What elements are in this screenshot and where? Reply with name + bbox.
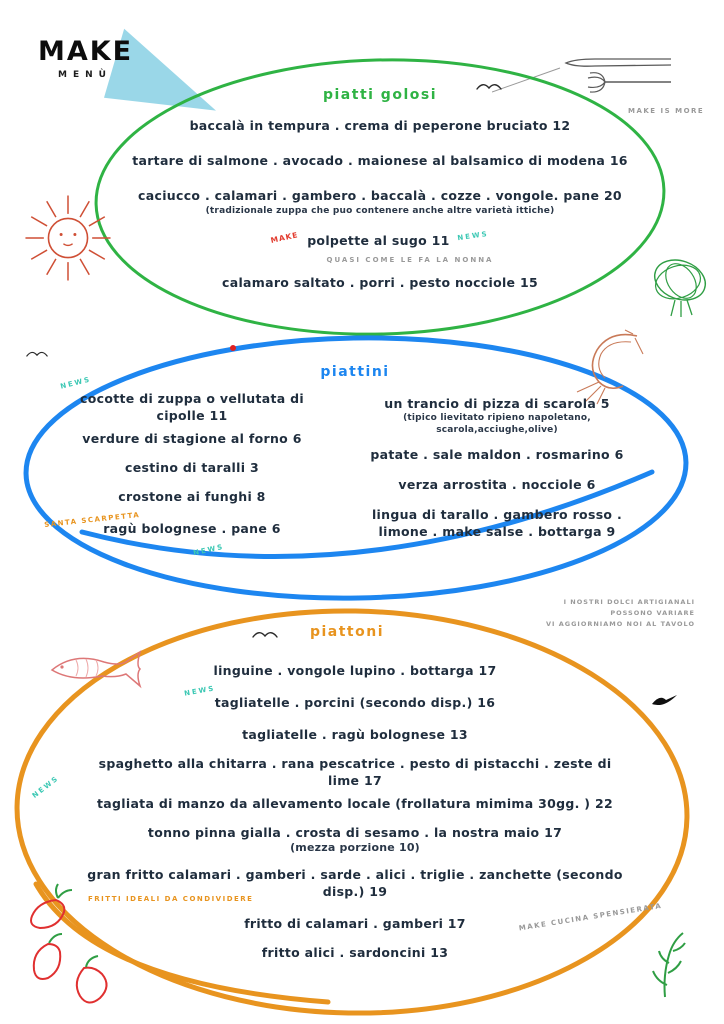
menu-item-note: (tradizionale zuppa che puo contenere anche altre varietà ittiche) (205, 206, 555, 216)
news-label: NEWS (59, 375, 92, 391)
section-title-piattini: piattini (320, 364, 390, 380)
menu-item: verza arrostita . nocciole 6 (398, 477, 596, 492)
section-title-piattoni: piattoni (309, 624, 385, 640)
menu-item: lingua di tarallo . gambero rosso . limone . make salse . bottarga 9 (371, 507, 623, 539)
menu-item: un trancio di pizza di scarola 5 (384, 396, 610, 411)
menu-item: spaghetto alla chitarra . rana pescatrice . pesto di pistacchi . zeste di lime 17 (98, 756, 612, 788)
menu-item: fritto di calamari . gamberi 17 (244, 916, 466, 931)
dolci-note-line: VI AGGIORNIAMO NOI AL TAVOLO (546, 620, 695, 628)
news-label: NEWS (456, 229, 489, 242)
menu-item: calamaro saltato . porri . pesto nocciole 15 (222, 275, 538, 290)
menu-item: tagliatelle . porcini (secondo disp.) 16 (214, 695, 496, 710)
fritti-label: FRITTI IDEALI DA CONDIVIDERE (88, 895, 254, 903)
brand-logo: MAKE (38, 36, 134, 67)
seaweed-icon (635, 925, 695, 1000)
menu-item: cocotte di zuppa o vellutata di cipolle 11 (80, 391, 304, 423)
menu-item: patate . sale maldon . rosmarino 6 (370, 447, 624, 462)
dolci-note-line: POSSONO VARIARE (610, 609, 695, 617)
menu-item: fritto alici . sardoncini 13 (261, 945, 449, 960)
spensierata-note: MAKE CUCINA SPENSIERATA (518, 901, 663, 933)
menu-item: tagliatelle . ragù bolognese 13 (242, 727, 468, 742)
artichoke-icon (645, 248, 715, 320)
red-dot (230, 345, 236, 351)
santa-scarpetta-label: SANTA SCARPETTA (43, 510, 141, 530)
bird-icon (26, 348, 48, 359)
make-is-more-note: MAKE IS MORE (628, 107, 705, 115)
news-label: NEWS (30, 774, 61, 800)
news-label: NEWS (183, 684, 216, 698)
chili-peppers-icon (18, 882, 133, 1017)
menu-item: ragù bolognese . pane 6 (103, 521, 281, 536)
dolci-note-line: I NOSTRI DOLCI ARTIGIANALI (563, 598, 695, 606)
menu-item: linguine . vongole lupino . bottarga 17 (213, 663, 497, 678)
menu-item: cestino di taralli 3 (125, 460, 259, 475)
menu-item (100, 229, 660, 248)
menu-item: tagliata di manzo da allevamento locale (frollatura mimima 30gg. ) 22 (97, 796, 613, 811)
section-title-golosi: piatti golosi (322, 87, 437, 103)
nonna-note: QUASI COME LE FA LA NONNA (326, 256, 494, 264)
menu-item-note: (tipico lievitato ripieno napoletano, scarola,acciughe,olive) (403, 413, 591, 435)
menu-item-note: (mezza porzione 10) (290, 841, 420, 854)
brand-menu-label: MENÙ (58, 70, 112, 80)
menu-item: crostone ai funghi 8 (118, 489, 266, 504)
menu-item: gran fritto calamari . gamberi . sarde . alici . triglie . zanchette (secondo disp.) 19 (87, 867, 623, 899)
menu-item: tonno pinna gialla . crosta di sesamo . la nostra maio 17 (147, 825, 563, 840)
menu-item: verdure di stagione al forno 6 (82, 431, 302, 446)
menu-item: caciucco . calamari . gambero . baccalà . cozze . vongole. pane 20 (138, 188, 622, 203)
sun-icon (22, 192, 114, 284)
make-label: MAKE (269, 230, 300, 245)
news-label: NEWS (192, 542, 225, 558)
menu-item: baccalà in tempura . crema di peperone bruciato 12 (189, 118, 571, 133)
menu-item: tartare di salmone . avocado . maionese al balsamico di modena 16 (132, 153, 628, 168)
menu-item-text: polpette al sugo 11 (307, 233, 450, 248)
